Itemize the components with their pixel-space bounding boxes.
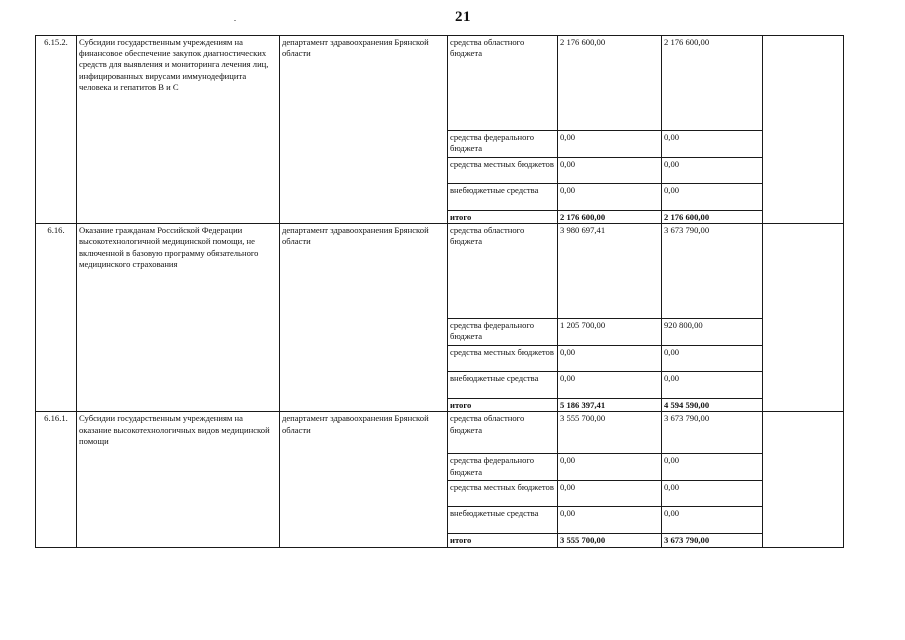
- amount-year-2: 0,00: [662, 184, 763, 211]
- amount-year-2: 0,00: [662, 481, 763, 507]
- amount-year-1: 0,00: [558, 481, 662, 507]
- total-year-1: 5 186 397,41: [558, 399, 662, 412]
- amount-year-2: 3 673 790,00: [662, 224, 763, 319]
- total-year-2: 4 594 590,00: [662, 399, 763, 412]
- row-code: 6.16.1.: [36, 412, 77, 547]
- total-label: итого: [448, 534, 558, 547]
- total-year-1: 3 555 700,00: [558, 534, 662, 547]
- funding-source: средства федерального бюджета: [448, 131, 558, 158]
- amount-year-1: 1 205 700,00: [558, 319, 662, 346]
- funding-source: средства местных бюджетов: [448, 481, 558, 507]
- funding-source: средства местных бюджетов: [448, 346, 558, 372]
- scan-speck: [234, 20, 236, 21]
- amount-year-2: 920 800,00: [662, 319, 763, 346]
- empty-cell: [763, 224, 844, 412]
- funding-source: средства местных бюджетов: [448, 158, 558, 184]
- empty-cell: [763, 412, 844, 547]
- row-measure-name: Субсидии государственным учреждениям на оказание высокотехнологичных видов медицинской помощи: [77, 412, 280, 547]
- amount-year-2: 0,00: [662, 158, 763, 184]
- amount-year-2: 3 673 790,00: [662, 412, 763, 454]
- amount-year-2: 0,00: [662, 131, 763, 158]
- funding-source: внебюджетные средства: [448, 372, 558, 399]
- table-row: [36, 224, 844, 319]
- amount-year-2: 0,00: [662, 346, 763, 372]
- funding-source: средства федерального бюджета: [448, 319, 558, 346]
- row-code: 6.16.: [36, 224, 77, 412]
- table-row: [36, 412, 844, 454]
- amount-year-2: 0,00: [662, 372, 763, 399]
- row-measure-name: Оказание гражданам Российской Федерации высокотехнологичной медицинской помощи, не включенной в базовую программу обязательного медицинского страхования: [77, 224, 280, 412]
- amount-year-1: 0,00: [558, 346, 662, 372]
- funding-source: средства областного бюджета: [448, 36, 558, 131]
- funding-source: внебюджетные средства: [448, 184, 558, 211]
- amount-year-2: 0,00: [662, 454, 763, 481]
- amount-year-1: 0,00: [558, 184, 662, 211]
- page-number: 21: [455, 9, 471, 25]
- table-row: [36, 36, 844, 131]
- total-year-2: 2 176 600,00: [662, 211, 763, 224]
- amount-year-1: 3 555 700,00: [558, 412, 662, 454]
- budget-table: [35, 35, 844, 548]
- funding-source: средства областного бюджета: [448, 412, 558, 454]
- funding-source: средства федерального бюджета: [448, 454, 558, 481]
- funding-source: внебюджетные средства: [448, 507, 558, 534]
- total-label: итого: [448, 211, 558, 224]
- amount-year-1: 0,00: [558, 454, 662, 481]
- amount-year-1: 0,00: [558, 131, 662, 158]
- amount-year-2: 0,00: [662, 507, 763, 534]
- amount-year-1: 0,00: [558, 507, 662, 534]
- amount-year-1: 0,00: [558, 158, 662, 184]
- row-executor: департамент здравоохранения Брянской области: [280, 412, 448, 547]
- amount-year-2: 2 176 600,00: [662, 36, 763, 131]
- row-measure-name: Субсидии государственным учреждениям на финансовое обеспечение закупок диагностических средств для выявления и мониторинга лечения лиц, инфицированных вирусами иммунодефицита человека и гепатитов В и С: [77, 36, 280, 224]
- row-code: 6.15.2.: [36, 36, 77, 224]
- funding-source: средства областного бюджета: [448, 224, 558, 319]
- total-year-2: 3 673 790,00: [662, 534, 763, 547]
- row-executor: департамент здравоохранения Брянской области: [280, 36, 448, 224]
- empty-cell: [763, 36, 844, 224]
- amount-year-1: 0,00: [558, 372, 662, 399]
- total-year-1: 2 176 600,00: [558, 211, 662, 224]
- amount-year-1: 2 176 600,00: [558, 36, 662, 131]
- total-label: итого: [448, 399, 558, 412]
- row-executor: департамент здравоохранения Брянской области: [280, 224, 448, 412]
- amount-year-1: 3 980 697,41: [558, 224, 662, 319]
